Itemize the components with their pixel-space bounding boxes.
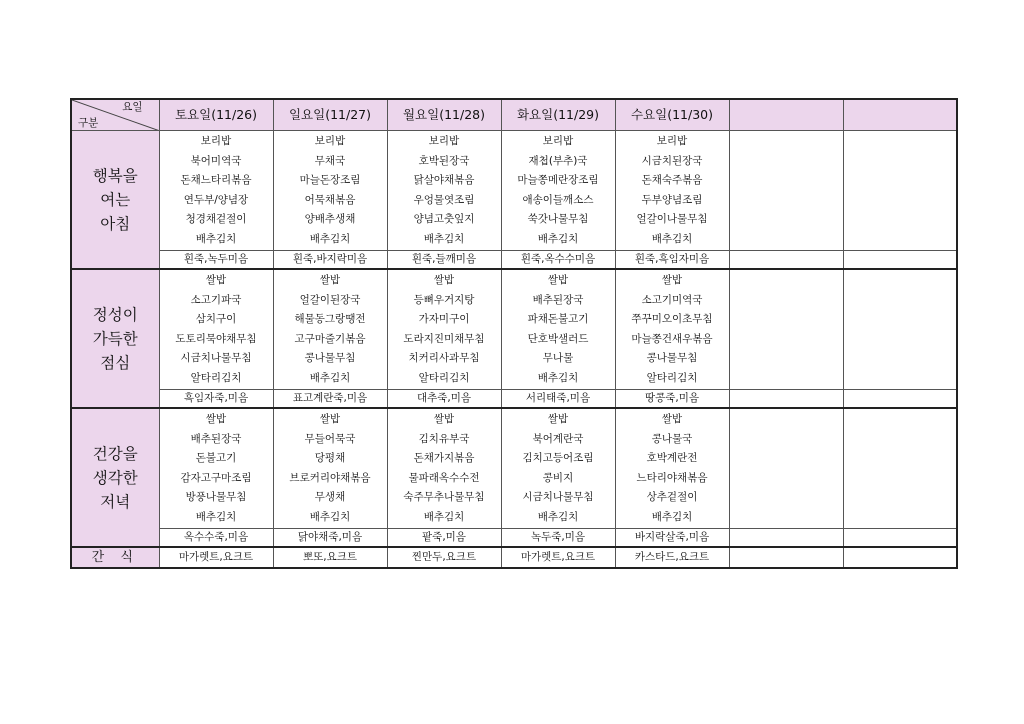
corner-header: [71, 99, 159, 131]
dish-item: 얼갈이나물무침: [636, 213, 708, 225]
day-menu-cell: [615, 408, 729, 529]
dish-item: 마늘돈장조림: [299, 174, 361, 186]
day-menu-cell: [387, 408, 501, 529]
dish-item: 쌀밥: [433, 413, 455, 425]
day-menu-cell: [501, 269, 615, 390]
snack-cell: 뽀또,요크트: [273, 547, 387, 568]
day-header: 화요일(11/29): [501, 99, 615, 131]
dish-item: 돈불고기: [195, 452, 237, 464]
dish-item: 알타리김치: [418, 371, 470, 384]
dinner-porridge-row: [71, 529, 957, 548]
dish-item: 연두부/양념장: [183, 193, 249, 206]
dish-item: 호박된장국: [418, 154, 470, 167]
dish-item: 느타리야채볶음: [636, 471, 708, 484]
snack-cell: [729, 547, 843, 568]
dish-item: 무채국: [314, 154, 346, 167]
dish-item: 양념고춧잎지: [413, 213, 475, 225]
dish-item: 파채돈불고기: [527, 313, 589, 325]
dish-item: 물파래옥수수전: [408, 471, 480, 484]
dish-item: 배추김치: [651, 232, 693, 245]
dish-item: 우엉물엿조림: [413, 193, 475, 206]
dish-item: 돈채숙주볶음: [641, 174, 703, 186]
dish-item: 무생채: [314, 491, 346, 503]
porridge-cell: 옥수수죽,미음: [159, 529, 273, 548]
dish-item: 북어계란국: [532, 432, 584, 445]
dish-item: 상추겉절이: [646, 491, 698, 503]
porridge-cell: 흰죽,옥수수미음: [501, 251, 615, 270]
dish-item: 돈채느타리볶음: [180, 174, 252, 186]
dish-item: 보리밥: [542, 135, 574, 147]
porridge-cell: 바지락살죽,미음: [615, 529, 729, 548]
dish-item: 배추김치: [537, 371, 579, 384]
dish-item: 무들어묵국: [304, 432, 356, 445]
dinner-category-label: 건강을 생각한 저녁: [71, 408, 159, 547]
dinner-menu-row: [71, 408, 957, 529]
dish-item: 배추김치: [423, 510, 465, 523]
dish-item: 콩나물국: [651, 432, 693, 445]
corner-label-category: 구분: [78, 117, 99, 129]
dish-item: 쌀밥: [661, 274, 683, 286]
dish-item: 양배추생채: [304, 213, 356, 225]
dish-item: 가자미구이: [418, 313, 470, 325]
snack-cell: 카스타드,요크트: [615, 547, 729, 568]
dish-item: 보리밥: [428, 135, 460, 147]
corner-label-day: 요일: [122, 101, 143, 113]
porridge-cell: [729, 251, 843, 270]
dish-item: 쭈꾸미오이초무침: [631, 313, 713, 325]
dish-item: 돈채가지볶음: [413, 452, 475, 464]
day-menu-cell: [273, 269, 387, 390]
dish-item: 배추김치: [195, 232, 237, 245]
dish-item: 소고기미역국: [641, 293, 703, 306]
dish-item: 쑥갓나물무침: [527, 213, 589, 225]
porridge-cell: [729, 390, 843, 409]
porridge-cell: [843, 529, 957, 548]
dish-item: 시금치나물무침: [522, 491, 594, 503]
dish-item: 무나물: [542, 352, 574, 364]
dish-item: 배추김치: [651, 510, 693, 523]
weekly-meal-table: [70, 98, 958, 569]
day-menu-cell: [843, 408, 957, 529]
snack-cell: 찐만두,요크트: [387, 547, 501, 568]
dish-item: 닭살야채볶음: [413, 174, 475, 186]
dish-item: 시금치된장국: [641, 154, 703, 167]
dish-item: 쌀밥: [661, 413, 683, 425]
breakfast-category-label: 행복을 여는 아침: [71, 131, 159, 270]
dish-item: 방풍나물무침: [185, 491, 247, 503]
dish-item: 쌀밥: [319, 274, 341, 286]
dish-item: 배추김치: [309, 510, 351, 523]
lunch-menu-row: [71, 269, 957, 390]
dish-item: 숙주무추나물무침: [403, 491, 485, 503]
dish-item: 배추된장국: [190, 432, 242, 445]
dish-item: 재첩(부추)국: [528, 154, 588, 167]
day-menu-cell: [159, 131, 273, 251]
dish-item: 김치고등어조림: [522, 452, 594, 464]
dish-item: 애송이들깨소스: [522, 193, 594, 206]
dish-item: 감자고구마조림: [180, 471, 252, 484]
dish-item: 삼치구이: [195, 313, 237, 325]
dish-item: 고구마줄기볶음: [294, 332, 366, 345]
dish-item: 등뼈우거지탕: [413, 293, 475, 306]
day-menu-cell: [729, 131, 843, 251]
day-header: 일요일(11/27): [273, 99, 387, 131]
porridge-cell: 팥죽,미음: [387, 529, 501, 548]
dish-item: 도라지진미채무침: [403, 332, 485, 345]
porridge-cell: 표고계란죽,미음: [273, 390, 387, 409]
day-menu-cell: [843, 269, 957, 390]
dish-item: 배추김치: [309, 371, 351, 384]
dish-item: 보리밥: [200, 135, 232, 147]
dish-item: 배추김치: [537, 232, 579, 245]
porridge-cell: [843, 390, 957, 409]
porridge-cell: 흰죽,바지락미음: [273, 251, 387, 270]
porridge-cell: 흰죽,흑임자미음: [615, 251, 729, 270]
dish-item: 콩나물무침: [646, 352, 698, 364]
dish-item: 알타리김치: [646, 371, 698, 384]
snack-cell: 마가렛트,요크트: [159, 547, 273, 568]
dish-item: 호박계란전: [646, 452, 698, 464]
lunch-porridge-row: [71, 390, 957, 409]
porridge-cell: 흑임자죽,미음: [159, 390, 273, 409]
porridge-cell: 서리태죽,미음: [501, 390, 615, 409]
dish-item: 북어미역국: [190, 154, 242, 167]
dish-item: 단호박샐러드: [527, 332, 589, 345]
dish-item: 얼갈이된장국: [299, 293, 361, 306]
porridge-cell: [729, 529, 843, 548]
dish-item: 도토리묵야채무침: [175, 332, 257, 345]
dish-item: 쌀밥: [205, 413, 227, 425]
day-menu-cell: [729, 269, 843, 390]
breakfast-porridge-row: [71, 251, 957, 270]
porridge-cell: 땅콩죽,미음: [615, 390, 729, 409]
dish-item: 보리밥: [314, 135, 346, 147]
dish-item: 소고기파국: [190, 293, 242, 306]
dish-item: 김치유부국: [418, 432, 470, 445]
snack-row: [71, 547, 957, 568]
snack-cell: 마가렛트,요크트: [501, 547, 615, 568]
day-menu-cell: [501, 131, 615, 251]
dish-item: 배추김치: [537, 510, 579, 523]
dish-item: 쌀밥: [319, 413, 341, 425]
day-header: 월요일(11/28): [387, 99, 501, 131]
dish-item: 시금치나물무침: [180, 352, 252, 364]
porridge-cell: 닭야채죽,미음: [273, 529, 387, 548]
porridge-cell: 녹두죽,미음: [501, 529, 615, 548]
day-menu-cell: [729, 408, 843, 529]
dish-item: 어묵채볶음: [304, 193, 356, 206]
porridge-cell: 흰죽,녹두미음: [159, 251, 273, 270]
dish-item: 당평채: [314, 452, 346, 464]
day-menu-cell: [615, 131, 729, 251]
day-header: 토요일(11/26): [159, 99, 273, 131]
snack-category-label: 간 식: [71, 547, 159, 568]
dish-item: 알타리김치: [190, 371, 242, 384]
porridge-cell: 대추죽,미음: [387, 390, 501, 409]
snack-cell: [843, 547, 957, 568]
dish-item: 마늘쫑메란장조림: [517, 174, 599, 186]
dish-item: 쌀밥: [547, 274, 569, 286]
day-menu-cell: [387, 269, 501, 390]
header-row: [71, 99, 957, 131]
day-menu-cell: [843, 131, 957, 251]
dish-item: 배추김치: [309, 232, 351, 245]
day-menu-cell: [159, 269, 273, 390]
day-header: 수요일(11/30): [615, 99, 729, 131]
dish-item: 쌀밥: [205, 274, 227, 286]
dish-item: 배추김치: [195, 510, 237, 523]
dish-item: 배추김치: [423, 232, 465, 245]
dish-item: 콩비지: [542, 471, 574, 484]
lunch-category-label: 정성이 가득한 점심: [71, 269, 159, 408]
day-menu-cell: [501, 408, 615, 529]
dish-item: 쌀밥: [547, 413, 569, 425]
day-header: [729, 99, 843, 131]
breakfast-menu-row: [71, 131, 957, 251]
day-header: [843, 99, 957, 131]
day-menu-cell: [387, 131, 501, 251]
dish-item: 배추된장국: [532, 293, 584, 306]
porridge-cell: 흰죽,들깨미음: [387, 251, 501, 270]
dish-item: 청경채겉절이: [185, 213, 247, 225]
dish-item: 콩나물무침: [304, 352, 356, 364]
dish-item: 쌀밥: [433, 274, 455, 286]
day-menu-cell: [273, 408, 387, 529]
day-menu-cell: [159, 408, 273, 529]
dish-item: 보리밥: [656, 135, 688, 147]
day-menu-cell: [615, 269, 729, 390]
dish-item: 해물동그랑땡전: [294, 313, 366, 325]
dish-item: 브로커리야채볶음: [289, 471, 371, 484]
dish-item: 치커리사과무침: [408, 352, 480, 364]
dish-item: 마늘쫑건새우볶음: [631, 332, 713, 345]
porridge-cell: [843, 251, 957, 270]
day-menu-cell: [273, 131, 387, 251]
dish-item: 두부양념조림: [641, 193, 703, 206]
